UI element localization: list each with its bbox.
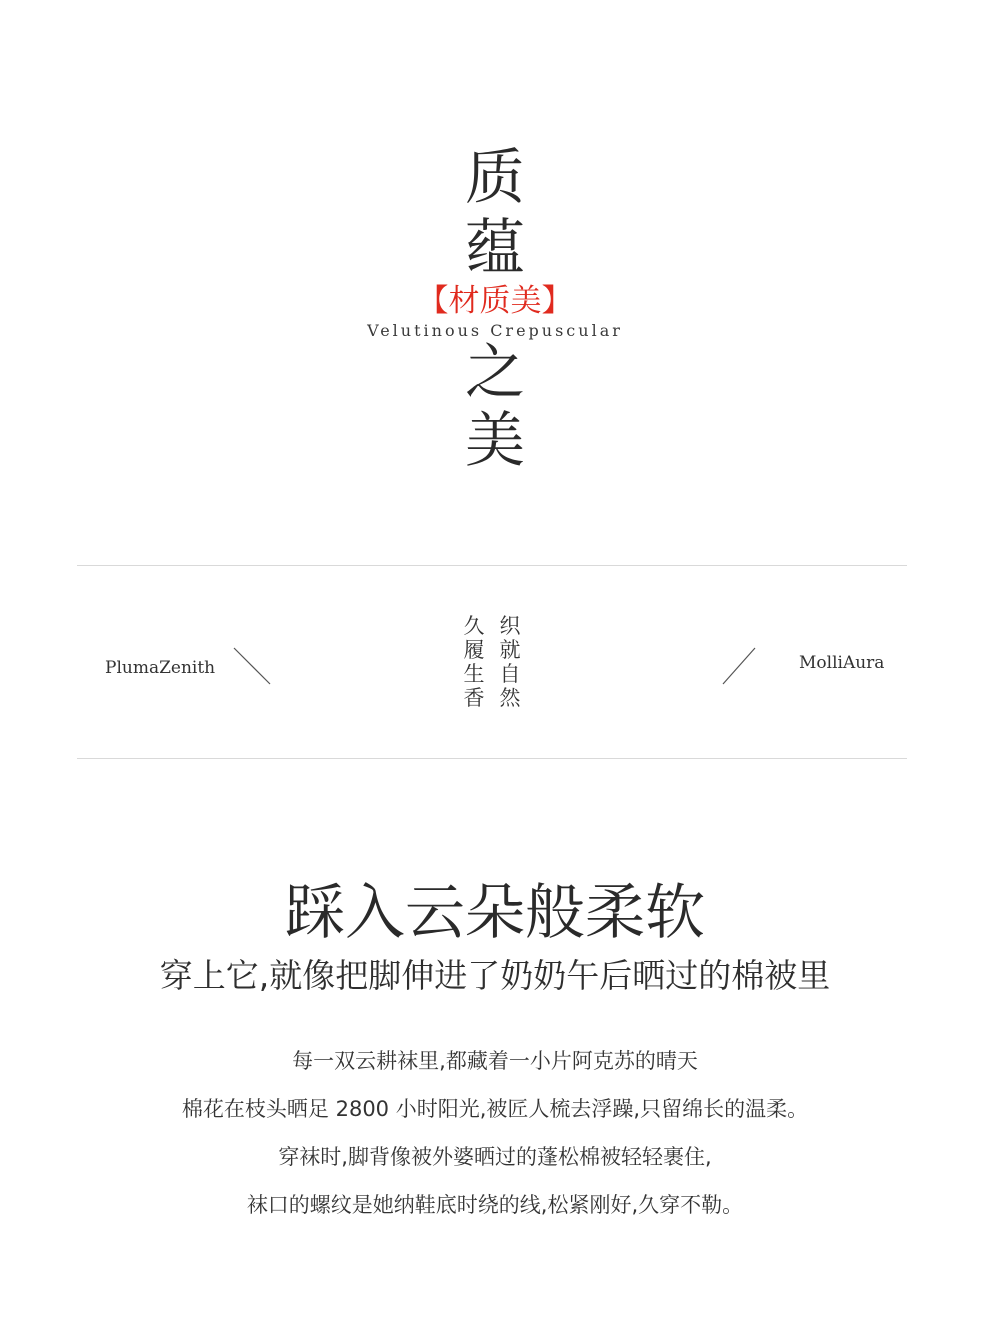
paragraph-line-2: 棉花在枝头晒足 2800 小时阳光,被匠人梳去浮躁,只留绵长的温柔。 (181, 1097, 809, 1121)
right-slash-decoration (721, 646, 757, 686)
divider-top (77, 565, 907, 566)
hero-subtitle-en: Velutinous Crepuscular (367, 321, 623, 340)
left-brand-label: PlumaZenith (105, 658, 216, 678)
paragraph-line-4: 袜口的螺纹是她纳鞋底时绕的线,松紧刚好,久穿不勒。 (246, 1193, 744, 1217)
hero-char-2: 蕴 (465, 213, 525, 283)
paragraph-line-1: 每一双云耕袜里,都藏着一小片阿克苏的晴天 (292, 1049, 698, 1073)
paragraph-line-3: 穿袜时,脚背像被外婆晒过的蓬松棉被轻轻裹住, (278, 1145, 712, 1169)
hero-char-3: 之 (465, 338, 525, 408)
material-tag: 【材质美】 (417, 283, 573, 319)
main-heading: 踩入云朵般柔软 (285, 878, 705, 948)
main-subheading: 穿上它,就像把脚伸进了奶奶午后晒过的棉被里 (159, 956, 831, 995)
divider-bottom (77, 758, 907, 759)
hero-char-4: 美 (465, 406, 525, 476)
right-brand-label: MolliAura (799, 653, 885, 673)
poem-column-right: 织 就 自 然 (499, 614, 521, 710)
hero-char-1: 质 (465, 143, 525, 213)
left-slash-decoration (232, 646, 272, 686)
poem-column-left: 久 履 生 香 (463, 614, 485, 710)
